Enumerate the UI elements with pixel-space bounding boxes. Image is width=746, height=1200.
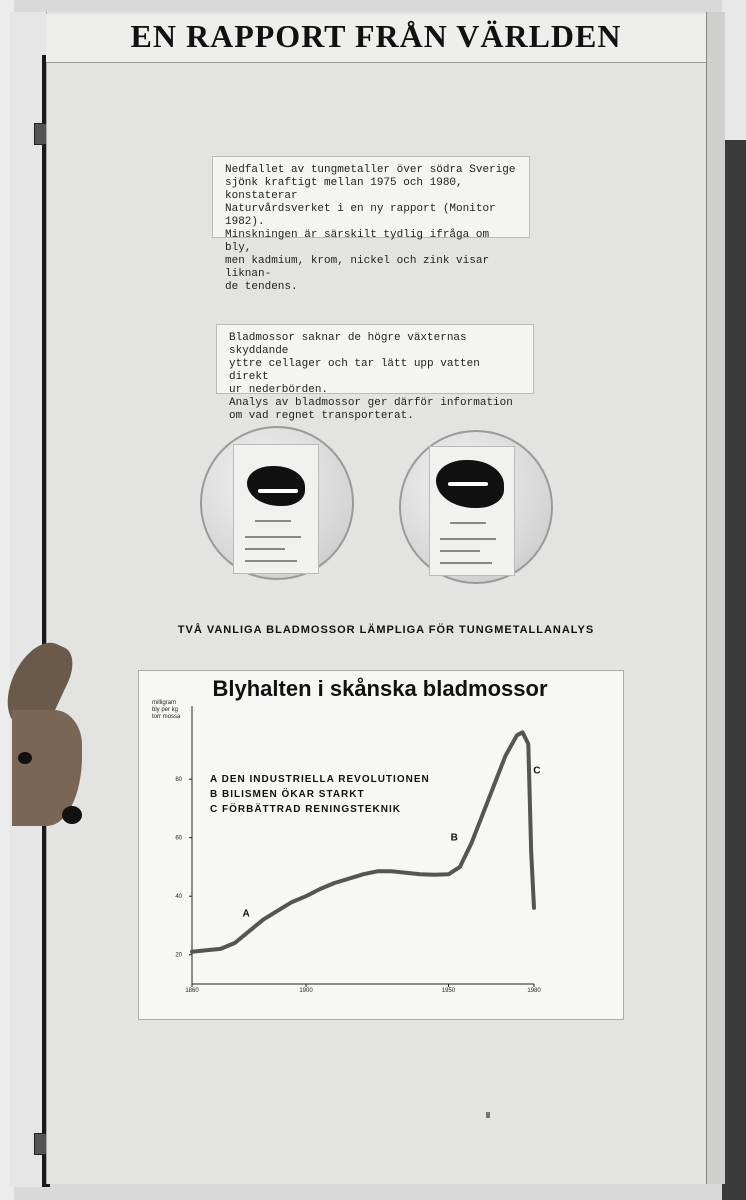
legend-entry: C FÖRBÄTTRAD RENINGSTEKNIK: [210, 804, 401, 815]
point-label: B: [450, 832, 458, 844]
lead-chart: [138, 670, 622, 1018]
specimen-label-text: [245, 548, 285, 550]
y-tick-label: 60: [175, 835, 182, 842]
info-card-heavy-metals: Nedfallet av tungmetaller över södra Sverige sjönk kraftigt mellan 1975 och 1980, konstaterar Naturvårdsverket i en ny rapport (Monitor 1982). Minskningen är särskilt tydlig ifråga om bly, men kadmium, krom, nickel och zink visar liknan- de tendens.: [212, 156, 530, 238]
specimen-caption: TVÅ VANLIGA BLADMOSSOR LÄMPLIGA FÖR TUNGMETALLANALYS: [177, 624, 595, 636]
x-tick-label: 1980: [527, 988, 541, 994]
x-tick-label: 1900: [299, 988, 313, 994]
y-axis-label: torr mossa: [152, 714, 181, 720]
legend-entry: B BILISMEN ÖKAR STARKT: [210, 789, 365, 800]
x-tick-label: 1860: [185, 988, 199, 994]
chart-title: Blyhalten i skånska bladmossor: [212, 676, 548, 701]
specimen-label-text: [440, 550, 480, 552]
point-label: A: [242, 908, 250, 920]
legend-entry: A DEN INDUSTRIELLA REVOLUTIONEN: [210, 774, 430, 785]
wall-right-upper: [722, 0, 746, 140]
board-mark: [486, 1112, 490, 1118]
y-tick-label: 80: [175, 777, 182, 784]
y-tick-label: 40: [175, 894, 182, 901]
moss-highlight-right: [448, 482, 488, 486]
specimen-label-text: [245, 560, 297, 562]
specimen-label-text: [440, 562, 492, 564]
sign-title: EN RAPPORT FRÅN VÄRLDEN: [130, 18, 622, 54]
board-edge: [706, 12, 725, 1184]
specimen-label-text: [440, 538, 496, 540]
specimen-label-left: [233, 444, 319, 574]
wall-right: [722, 0, 746, 1200]
moss-highlight-left: [258, 489, 298, 493]
deer-nose: [62, 806, 82, 824]
info-card-mosses: Bladmossor saknar de högre växternas skyddande yttre cellager och tar lätt upp vatten direkt ur nederbörden. Analys av bladmossor ger därför information om vad regnet transporterat.: [216, 324, 534, 394]
point-label: C: [533, 765, 541, 777]
specimen-label-text: [255, 520, 291, 522]
x-tick-label: 1950: [441, 988, 456, 994]
y-axis-label: bly per kg: [152, 707, 179, 713]
y-axis-label: milligram: [152, 700, 176, 706]
specimen-label-text: [245, 536, 301, 538]
deer-eye: [18, 752, 32, 764]
specimen-label-text: [450, 522, 486, 524]
y-tick-label: 20: [175, 952, 182, 959]
